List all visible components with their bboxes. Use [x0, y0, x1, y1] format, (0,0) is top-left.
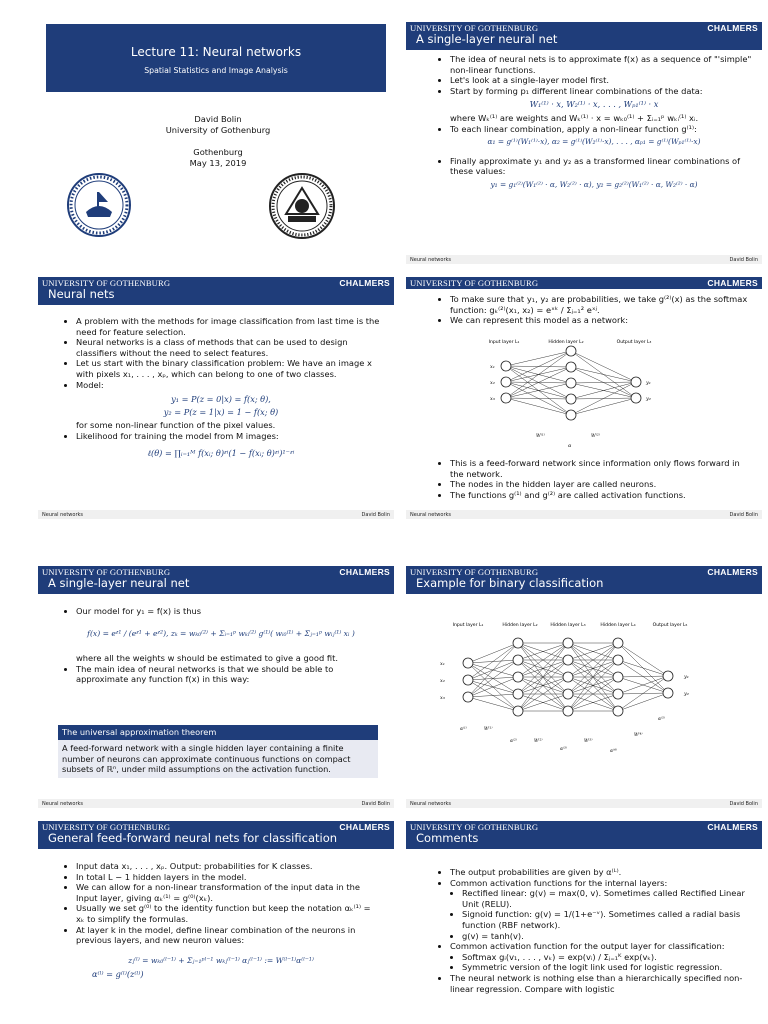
- connection-edge: [468, 643, 518, 680]
- slide-body: [436, 294, 752, 326]
- connection-edge: [618, 676, 668, 711]
- neuron-node: [613, 672, 623, 682]
- output-label: y₂: [646, 396, 651, 402]
- layer-label: Output layer L₃: [616, 340, 652, 345]
- connection-edge: [571, 382, 636, 383]
- equation: α₁ = g⁽¹⁾(W₁⁽¹⁾·x), α₂ = g⁽¹⁾(W₂⁽¹⁾·x), . . . , αₚ₁ = g⁽¹⁾(Wₚ₁⁽¹⁾·x): [487, 137, 701, 147]
- chalmers-label: CHALMERS: [339, 278, 390, 288]
- alpha-label: α: [568, 444, 572, 449]
- slide-general-ffnn: [38, 821, 394, 1024]
- neuron-node: [513, 706, 523, 716]
- connection-edge: [468, 694, 518, 697]
- chalmers-seal-icon: [268, 172, 336, 240]
- deep-network-diagram: [434, 618, 734, 760]
- neuron-node: [513, 672, 523, 682]
- sub-bullet: • Rectified linear: g(v) = max(0, v). Sometimes called Rectified Linear Unit (RELU).: [462, 888, 752, 909]
- equation: y₂ = P(z = 1|x) = 1 − f(x; θ): [163, 406, 279, 417]
- neuron-node: [513, 638, 523, 648]
- weight-label: W⁽²⁾: [534, 739, 543, 744]
- bullet: • To make sure that y₁, y₂ are probabilities, we take g⁽²⁾(x) as the softmax function: gₖ⁽²⁾(x₁, x₂) = eˣᵏ / Σⱼ₌₁² eˣʲ.: [450, 294, 752, 315]
- chalmers-label: CHALMERS: [339, 567, 390, 577]
- bullet: • Input data x₁, . . . , xₚ. Output: probabilities for K classes.: [76, 861, 380, 872]
- slide-footer: [406, 799, 762, 808]
- footer-author: David Bolin: [729, 257, 758, 263]
- neuron-node: [463, 658, 473, 668]
- slide-header: [38, 821, 394, 849]
- connection-edge: [506, 351, 571, 398]
- neuron-node: [566, 362, 576, 372]
- neuron-node: [563, 655, 573, 665]
- neuron-node: [566, 410, 576, 420]
- weight-label: W⁽²⁾: [591, 434, 600, 439]
- after-text: where all the weights w should be estimated to give a good fit.: [76, 653, 338, 664]
- neuron-node: [566, 378, 576, 388]
- affiliation: University of Gothenburg: [165, 125, 271, 135]
- chalmers-label: CHALMERS: [707, 567, 758, 577]
- footer-author: David Bolin: [361, 512, 390, 518]
- bullet: • Let us start with the binary classification problem: We have an image x with pixels x₁, . . . , xₚ, which can belong to one of two classes.: [76, 358, 380, 379]
- slide-title: Neural nets: [48, 287, 115, 301]
- sub-bullet: • Softmax gᵢ(v₁, . . . , vₖ) = exp(vᵢ) / Σⱼ₌₁ᴷ exp(vₖ).: [462, 952, 752, 963]
- bullet: • Neural networks is a class of methods that can be used to design classifiers without the need to select features.: [76, 337, 380, 358]
- bullet: • Let's look at a single-layer model first.: [450, 75, 752, 86]
- neuron-node: [613, 706, 623, 716]
- neuron-node: [501, 377, 511, 387]
- connection-edge: [506, 351, 571, 382]
- university-label: UNIVERSITY OF GOTHENBURG: [410, 822, 539, 832]
- university-label: UNIVERSITY OF GOTHENBURG: [42, 567, 171, 577]
- university-label: UNIVERSITY OF GOTHENBURG: [42, 278, 171, 288]
- neuron-node: [563, 638, 573, 648]
- neuron-node: [613, 638, 623, 648]
- slide-network: [406, 277, 762, 519]
- input-label: x₃: [490, 396, 495, 402]
- slide-header: [406, 277, 762, 289]
- footer-topic: Neural networks: [42, 801, 83, 807]
- chalmers-label: CHALMERS: [707, 23, 758, 33]
- neuron-node: [566, 394, 576, 404]
- slide-title: [38, 22, 394, 264]
- neuron-node: [463, 675, 473, 685]
- slide-neural-nets: [38, 277, 394, 519]
- slide-header: [38, 277, 394, 305]
- bullet: • Finally approximate y₁ and y₂ as a transformed linear combinations of these values:: [450, 156, 752, 177]
- slide-footer: [38, 510, 394, 519]
- bullet: • The nodes in the hidden layer are called neurons.: [450, 479, 752, 490]
- layer-label: Hidden layer L₃: [550, 623, 586, 628]
- university-label: UNIVERSITY OF GOTHENBURG: [410, 278, 539, 288]
- equation: f(x) = eᶻ¹ / (eᶻ¹ + eᶻ²), zₖ = wₖ₀⁽²⁾ + Σᵢ₌₁ᵖ wₖᵢ⁽²⁾ g⁽¹⁾( wᵢ₀⁽¹⁾ + Σⱼ₌₁ᵖ wᵢⱼ⁽¹⁾ xᵢ ): [87, 628, 355, 638]
- neuron-node: [501, 361, 511, 371]
- connection-edge: [506, 398, 571, 415]
- theorem-text: A feed-forward network with a single hidden layer containing a finite number of neurons can approximate continuous functions on compact subsets of ℝⁿ, under mild assumptions on the activation function.: [58, 740, 378, 778]
- title-band: [46, 24, 386, 92]
- weight-label: W⁽⁴⁾: [634, 733, 643, 738]
- bullet: • The idea of neural nets is to approximate f(x) as a sequence of "'simple" non-linear functions.: [450, 54, 752, 75]
- input-label: x₃: [440, 695, 445, 701]
- author: David Bolin: [194, 114, 242, 124]
- alpha-label: α⁽³⁾: [560, 747, 567, 752]
- bullet: • This is a feed-forward network since information only flows forward in the network.: [450, 458, 752, 479]
- layer-label: Hidden layer L₂: [548, 340, 584, 345]
- connection-edge: [618, 676, 668, 694]
- weight-label: W⁽¹⁾: [484, 727, 493, 732]
- neuron-node: [563, 689, 573, 699]
- neuron-node: [663, 671, 673, 681]
- lecture-subtitle: Spatial Statistics and Image Analysis: [144, 66, 288, 75]
- bullet: [450, 878, 752, 942]
- equation: ℓ(θ) = ∏ᵢ₌₁ᴹ f(xᵢ; θ)ᶻⁱ(1 − f(xᵢ; θ)ᶻⁱ)¹⁻ᶻⁱ: [147, 447, 295, 458]
- bullet: • At layer k in the model, define linear combination of the neurons in previous layers, and new neuron values:: [76, 925, 380, 946]
- slide-body: [436, 867, 752, 994]
- bullet: • To each linear combination, apply a non-linear function g⁽¹⁾:: [450, 124, 752, 135]
- slide-footer: [406, 255, 762, 264]
- output-label: y₁: [646, 380, 651, 386]
- university-label: UNIVERSITY OF GOTHENBURG: [410, 23, 539, 33]
- layer-label: Hidden layer L₂: [502, 623, 538, 628]
- chalmers-label: CHALMERS: [707, 822, 758, 832]
- neuron-node: [631, 377, 641, 387]
- layer-label: Output layer L₅: [652, 623, 688, 628]
- neuron-node: [631, 393, 641, 403]
- connection-edge: [618, 693, 668, 711]
- weight-label: W⁽¹⁾: [536, 434, 545, 439]
- lecture-title: Lecture 11: Neural networks: [130, 45, 302, 59]
- sub-bullet: • g(v) = tanh(v).: [462, 931, 752, 942]
- bullet-text: Common activation function for the output layer for classification:: [450, 941, 725, 952]
- footer-topic: Neural networks: [410, 512, 451, 518]
- where-text: where Wₖ⁽¹⁾ are weights and Wₖ⁽¹⁾ · x = wₖ₀⁽¹⁾ + Σᵢ₌₁ᵖ wₖᵢ⁽¹⁾ xᵢ.: [450, 112, 699, 123]
- bullet: • We can represent this model as a network:: [450, 315, 752, 326]
- equation: α⁽ˡ⁾ = g⁽ˡ⁾(z⁽ˡ⁾): [92, 969, 144, 980]
- slide-body-lower: [436, 458, 752, 500]
- slide-comments: [406, 821, 762, 1024]
- neuron-node: [663, 688, 673, 698]
- slide-header: [38, 566, 394, 594]
- alpha-label: α⁽¹⁾: [460, 727, 467, 732]
- input-label: x₂: [440, 678, 445, 684]
- bullet: • We can allow for a non-linear transformation of the input data in the Input layer, giving αₖ⁽¹⁾ = g⁽⁰⁾(xₖ).: [76, 882, 380, 903]
- slide-body: [62, 316, 380, 461]
- neuron-node: [513, 655, 523, 665]
- slide-header: [406, 821, 762, 849]
- date: May 13, 2019: [189, 158, 247, 168]
- footer-topic: Neural networks: [42, 512, 83, 518]
- neuron-node: [566, 346, 576, 356]
- connection-edge: [618, 660, 668, 676]
- neuron-node: [613, 689, 623, 699]
- alpha-label: α⁽²⁾: [510, 739, 517, 744]
- footer-author: David Bolin: [361, 801, 390, 807]
- connection-edge: [571, 367, 636, 382]
- slide-title: A single-layer neural net: [416, 32, 558, 46]
- layer-label: Input layer L₁: [452, 623, 484, 628]
- slide-header: [406, 22, 762, 50]
- equation: y₁ = g₁⁽²⁾(W₁⁽²⁾ · α, W₂⁽²⁾ · α), y₂ = g₂⁽²⁾(W₁⁽²⁾ · α, W₂⁽²⁾ · α): [490, 179, 698, 189]
- neuron-node: [501, 393, 511, 403]
- after-text: for some non-linear function of the pixel values.: [76, 420, 276, 431]
- connection-edge: [571, 351, 636, 382]
- network-diagram: [486, 337, 676, 449]
- bullet: • Start by forming p₁ different linear combinations of the data:: [450, 86, 752, 97]
- neuron-node: [513, 689, 523, 699]
- place: Gothenburg: [193, 147, 243, 157]
- connection-edge: [506, 351, 571, 366]
- neuron-node: [613, 655, 623, 665]
- output-label: y₂: [684, 691, 689, 697]
- layer-label: Input layer L₁: [488, 340, 520, 345]
- slide-footer: [406, 510, 762, 519]
- bullet: • A problem with the methods for image classification from last time is the need for feature selection.: [76, 316, 380, 337]
- bullet: • The output probabilities are given by α⁽ᴸ⁾.: [450, 867, 752, 878]
- layer-label: Hidden layer L₄: [600, 623, 636, 628]
- connection-edge: [468, 660, 518, 697]
- connection-edge: [618, 676, 668, 677]
- gothenburg-seal-icon: [66, 172, 132, 238]
- slide-title: General feed-forward neural nets for classification: [48, 831, 338, 845]
- sub-bullet: • Signoid function: g(v) = 1/(1+e⁻ᵛ). Sometimes called a radial basis function (RBF network).: [462, 909, 752, 930]
- alpha-label: α⁽⁵⁾: [658, 717, 665, 722]
- slide-body: [436, 54, 752, 194]
- connection-edge: [506, 383, 571, 398]
- output-label: y₁: [684, 674, 689, 680]
- bullet: • Model:: [76, 380, 380, 391]
- slide-title: Comments: [416, 831, 479, 845]
- university-label: UNIVERSITY OF GOTHENBURG: [42, 822, 171, 832]
- slide-footer: [38, 799, 394, 808]
- neuron-node: [563, 706, 573, 716]
- slide-title: A single-layer neural net: [48, 576, 190, 590]
- author-info: [148, 114, 288, 169]
- bullet: [450, 941, 752, 973]
- connection-edge: [571, 382, 636, 399]
- chalmers-label: CHALMERS: [707, 278, 758, 288]
- neuron-node: [463, 692, 473, 702]
- footer-topic: Neural networks: [410, 801, 451, 807]
- bullet: • Our model for y₁ = f(x) is thus: [76, 606, 380, 617]
- chalmers-label: CHALMERS: [339, 822, 390, 832]
- bullet: • The main idea of neural networks is that we should be able to approximate any function f(x) in this way:: [76, 664, 380, 685]
- connection-edge: [506, 398, 571, 399]
- connection-edge: [468, 677, 518, 697]
- equation: zⱼ⁽ˡ⁾ = wₖ₀⁽ˡ⁻¹⁾ + Σⱼ₌₁ᵖˡ⁻¹ wₖⱼ⁽ˡ⁻¹⁾ αⱼ⁽ˡ⁻¹⁾ := W⁽ˡ⁻¹⁾α⁽ˡ⁻¹⁾: [128, 955, 314, 965]
- slide-body: [62, 861, 380, 983]
- neuron-node: [563, 672, 573, 682]
- sub-bullet: • Symmetric version of the logit link used for logistic regression.: [462, 962, 752, 973]
- bullet: • Usually we set g⁽⁰⁾ to the identity function but keep the notation αₖ⁽¹⁾ = xₖ to simplify the formulas.: [76, 903, 380, 924]
- bullet: • In total L − 1 hidden layers in the model.: [76, 872, 380, 883]
- bullet: • The functions g⁽¹⁾ and g⁽²⁾ are called activation functions.: [450, 490, 752, 501]
- slide-single-layer-1: [406, 22, 762, 264]
- connection-edge: [506, 367, 571, 398]
- equation: y₁ = P(z = 0|x) = f(x; θ),: [171, 394, 271, 405]
- footer-author: David Bolin: [729, 512, 758, 518]
- university-label: UNIVERSITY OF GOTHENBURG: [410, 567, 539, 577]
- connection-edge: [571, 398, 636, 415]
- bullet: • The neural network is nothing else than a hierarchically specified non-linear regression. Compare with logistic: [450, 973, 752, 994]
- equation: W₁⁽¹⁾ · x, W₂⁽¹⁾ · x, . . . , Wₚ₁⁽¹⁾ · x: [529, 99, 659, 110]
- bullet-text: Common activation functions for the internal layers:: [450, 877, 668, 888]
- slide-body: [62, 606, 380, 685]
- input-label: x₂: [490, 380, 495, 386]
- weight-label: W⁽³⁾: [584, 739, 593, 744]
- theorem-title: The universal approximation theorem: [58, 725, 378, 740]
- footer-author: David Bolin: [729, 801, 758, 807]
- connection-edge: [468, 643, 518, 663]
- input-label: x₁: [490, 364, 495, 370]
- slide-title: Example for binary classification: [416, 576, 604, 590]
- slide-binary-example: [406, 566, 762, 808]
- connection-edge: [571, 382, 636, 415]
- bullet: • Likelihood for training the model from M images:: [76, 431, 380, 442]
- connection-edge: [618, 643, 668, 676]
- input-label: x₁: [440, 661, 445, 667]
- alpha-label: α⁽⁴⁾: [610, 749, 617, 754]
- slide-header: [406, 566, 762, 594]
- slide-single-layer-2: [38, 566, 394, 808]
- theorem-box: [58, 725, 378, 778]
- footer-topic: Neural networks: [410, 257, 451, 263]
